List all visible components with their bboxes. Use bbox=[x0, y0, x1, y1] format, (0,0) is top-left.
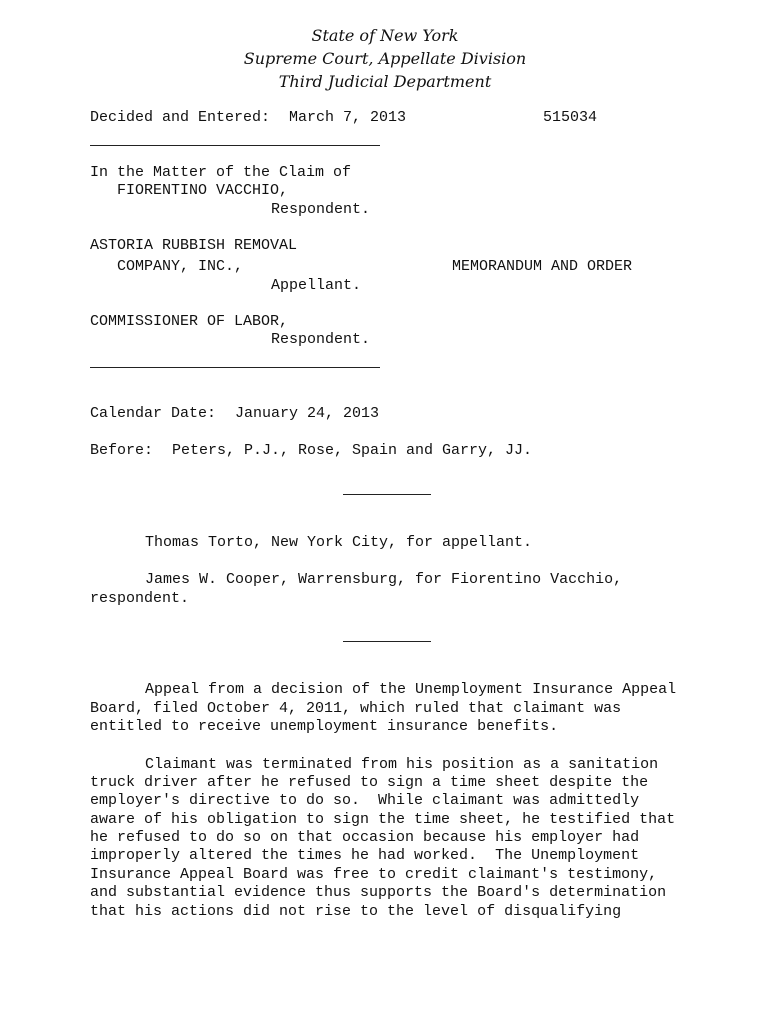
para2-line4: aware of his obligation to sign the time sheet, he testified that bbox=[90, 811, 676, 828]
counsel-respondent-line1: James W. Cooper, Warrensburg, for Fiorentino Vacchio, bbox=[145, 571, 623, 588]
section-divider-2 bbox=[343, 641, 431, 642]
employer-role: Appellant. bbox=[271, 277, 362, 294]
para2-line8: and substantial evidence thus supports the Board's determination bbox=[90, 884, 667, 901]
court-department: Third Judicial Department bbox=[278, 72, 492, 91]
caption-bottom-rule bbox=[90, 367, 380, 368]
docket-number: 515034 bbox=[543, 109, 598, 126]
para2-line9: that his actions did not rise to the level of disqualifying bbox=[90, 903, 622, 920]
court-header bbox=[0, 24, 770, 93]
claim-intro: In the Matter of the Claim of bbox=[90, 164, 352, 181]
before-label: Before: bbox=[90, 442, 154, 459]
para2-line5: he refused to do so on that occasion because his employer had bbox=[90, 829, 640, 846]
commissioner-name: COMMISSIONER OF LABOR, bbox=[90, 313, 289, 330]
section-divider-1 bbox=[343, 494, 431, 495]
claimant-name: FIORENTINO VACCHIO, bbox=[117, 182, 289, 199]
before-judges: Peters, P.J., Rose, Spain and Garry, JJ. bbox=[172, 442, 533, 459]
para1-line2: Board, filed October 4, 2011, which ruled that claimant was bbox=[90, 700, 622, 717]
counsel-appellant: Thomas Torto, New York City, for appellant. bbox=[145, 534, 533, 551]
commissioner-role: Respondent. bbox=[271, 331, 371, 348]
para2-line7: Insurance Appeal Board was free to credit claimant's testimony, bbox=[90, 866, 658, 883]
counsel-respondent-line2: respondent. bbox=[90, 590, 190, 607]
calendar-date: January 24, 2013 bbox=[235, 405, 380, 422]
para1-line3: entitled to receive unemployment insurance benefits. bbox=[90, 718, 559, 735]
employer-name-line2: COMPANY, INC., bbox=[117, 258, 244, 275]
decided-label: Decided and Entered: bbox=[90, 109, 271, 126]
para2-line2: truck driver after he refused to sign a time sheet despite the bbox=[90, 774, 649, 791]
employer-name-line1: ASTORIA RUBBISH REMOVAL bbox=[90, 237, 298, 254]
para2-line1: Claimant was terminated from his position as a sanitation bbox=[145, 756, 659, 773]
decided-date: March 7, 2013 bbox=[289, 109, 407, 126]
para1-line1: Appeal from a decision of the Unemployment Insurance Appeal bbox=[145, 681, 677, 698]
claimant-role: Respondent. bbox=[271, 201, 371, 218]
court-state: State of New York bbox=[311, 26, 459, 45]
court-name: Supreme Court, Appellate Division bbox=[243, 49, 527, 68]
para2-line3: employer's directive to do so. While claimant was admittedly bbox=[90, 792, 640, 809]
order-type: MEMORANDUM AND ORDER bbox=[452, 258, 633, 275]
calendar-label: Calendar Date: bbox=[90, 405, 217, 422]
para2-line6: improperly altered the times he had worked. The Unemployment bbox=[90, 847, 640, 864]
caption-top-rule bbox=[90, 145, 380, 146]
